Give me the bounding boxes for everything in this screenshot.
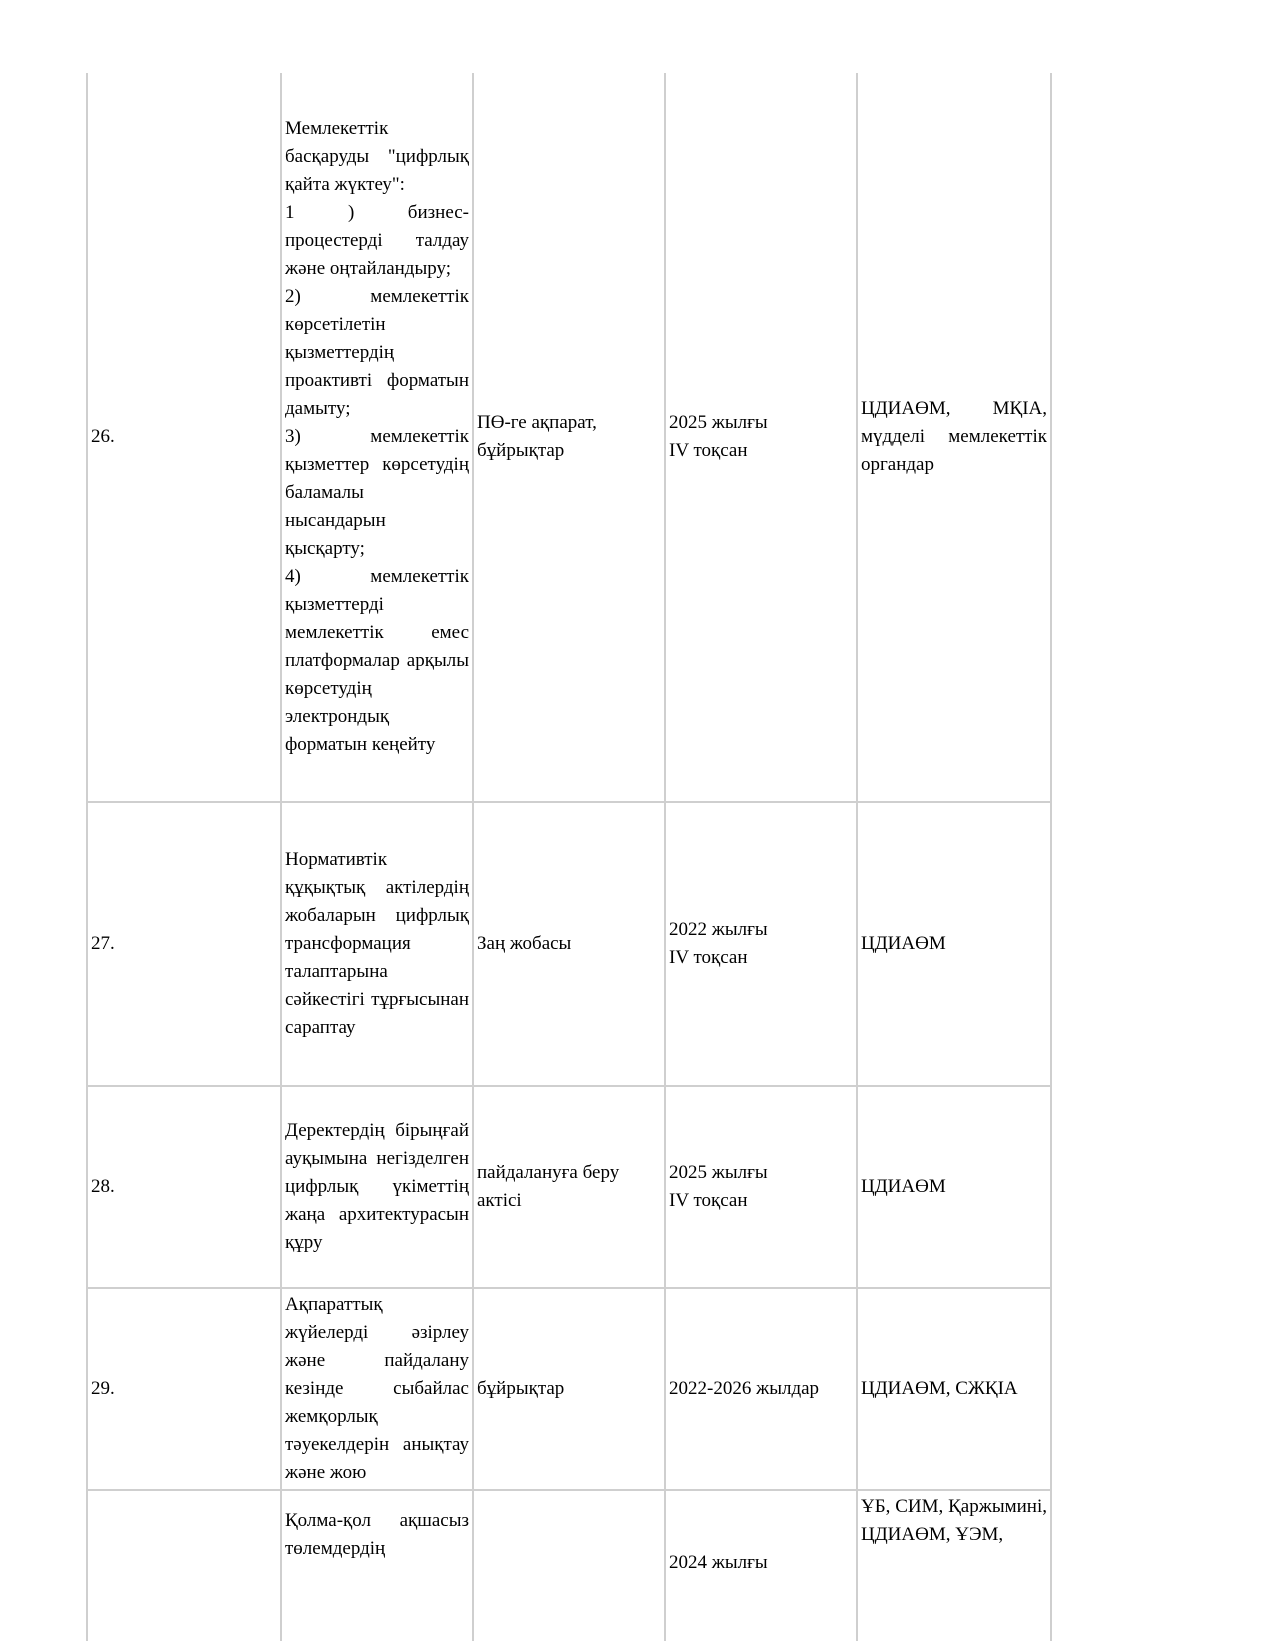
completion-form: Заң жобасы	[473, 802, 665, 1086]
table-row	[87, 73, 1051, 802]
deadline: 2025 жылғы IV тоқсан	[665, 73, 857, 802]
completion-form: ПӨ-ге ақпарат, бұйрықтар	[473, 73, 665, 802]
responsible-bodies: ҰБ, СИМ, Қаржымині, ЦДИАӨМ, ҰЭМ,	[857, 1490, 1051, 1641]
responsible-bodies: ЦДИАӨМ	[857, 1086, 1051, 1288]
action-plan-table	[86, 73, 1052, 1641]
table-row	[87, 1490, 1051, 1641]
row-number: 26.	[87, 73, 281, 802]
deadline: 2025 жылғы IV тоқсан	[665, 1086, 857, 1288]
responsible-bodies: ЦДИАӨМ	[857, 802, 1051, 1086]
table-row	[87, 1288, 1051, 1490]
deadline: 2022 жылғы IV тоқсан	[665, 802, 857, 1086]
row-number: 29.	[87, 1288, 281, 1490]
deadline: 2022-2026 жылдар	[665, 1288, 857, 1490]
measure-text: Деректердің бірыңғай ауқымына негізделген цифрлық үкіметтің жаңа архитектурасын құру	[281, 1086, 473, 1288]
responsible-bodies: ЦДИАӨМ, СЖҚІА	[857, 1288, 1051, 1490]
table-row	[87, 802, 1051, 1086]
measure-text: Нормативтік құқықтық актілердің жобаларын цифрлық трансформация талаптарына сәйкестігі тұрғысынан сараптау	[281, 802, 473, 1086]
completion-form: бұйрықтар	[473, 1288, 665, 1490]
measure-text: Ақпараттық жүйелерді әзірлеу және пайдалану кезінде сыбайлас жемқорлық тәуекелдерін анықтау және жою	[281, 1288, 473, 1490]
measure-text: Мемлекеттік басқаруды "цифрлық қайта жүктеу": 1 ) бизнес-процестерді талдау және оңтайландыру; 2) мемлекеттік көрсетілетін қызметтердің проактивті форматын дамыту; 3) мемлекеттік қызметтер көрсетудің баламалы нысандарын қысқарту; 4) мемлекеттік қызметтерді мемлекеттік емес платформалар арқылы көрсетудің электрондық форматын кеңейту	[281, 73, 473, 802]
measure-text: Қолма-қол ақшасыз төлемдердің	[281, 1490, 473, 1641]
row-number: 28.	[87, 1086, 281, 1288]
completion-form: пайдалануға беру актісі	[473, 1086, 665, 1288]
responsible-bodies: ЦДИАӨМ, МҚІА, мүдделі мемлекеттік органдар	[857, 73, 1051, 802]
row-number: 27.	[87, 802, 281, 1086]
row-number	[87, 1490, 281, 1641]
deadline: 2024 жылғы	[665, 1490, 857, 1641]
table-row	[87, 1086, 1051, 1288]
completion-form	[473, 1490, 665, 1641]
